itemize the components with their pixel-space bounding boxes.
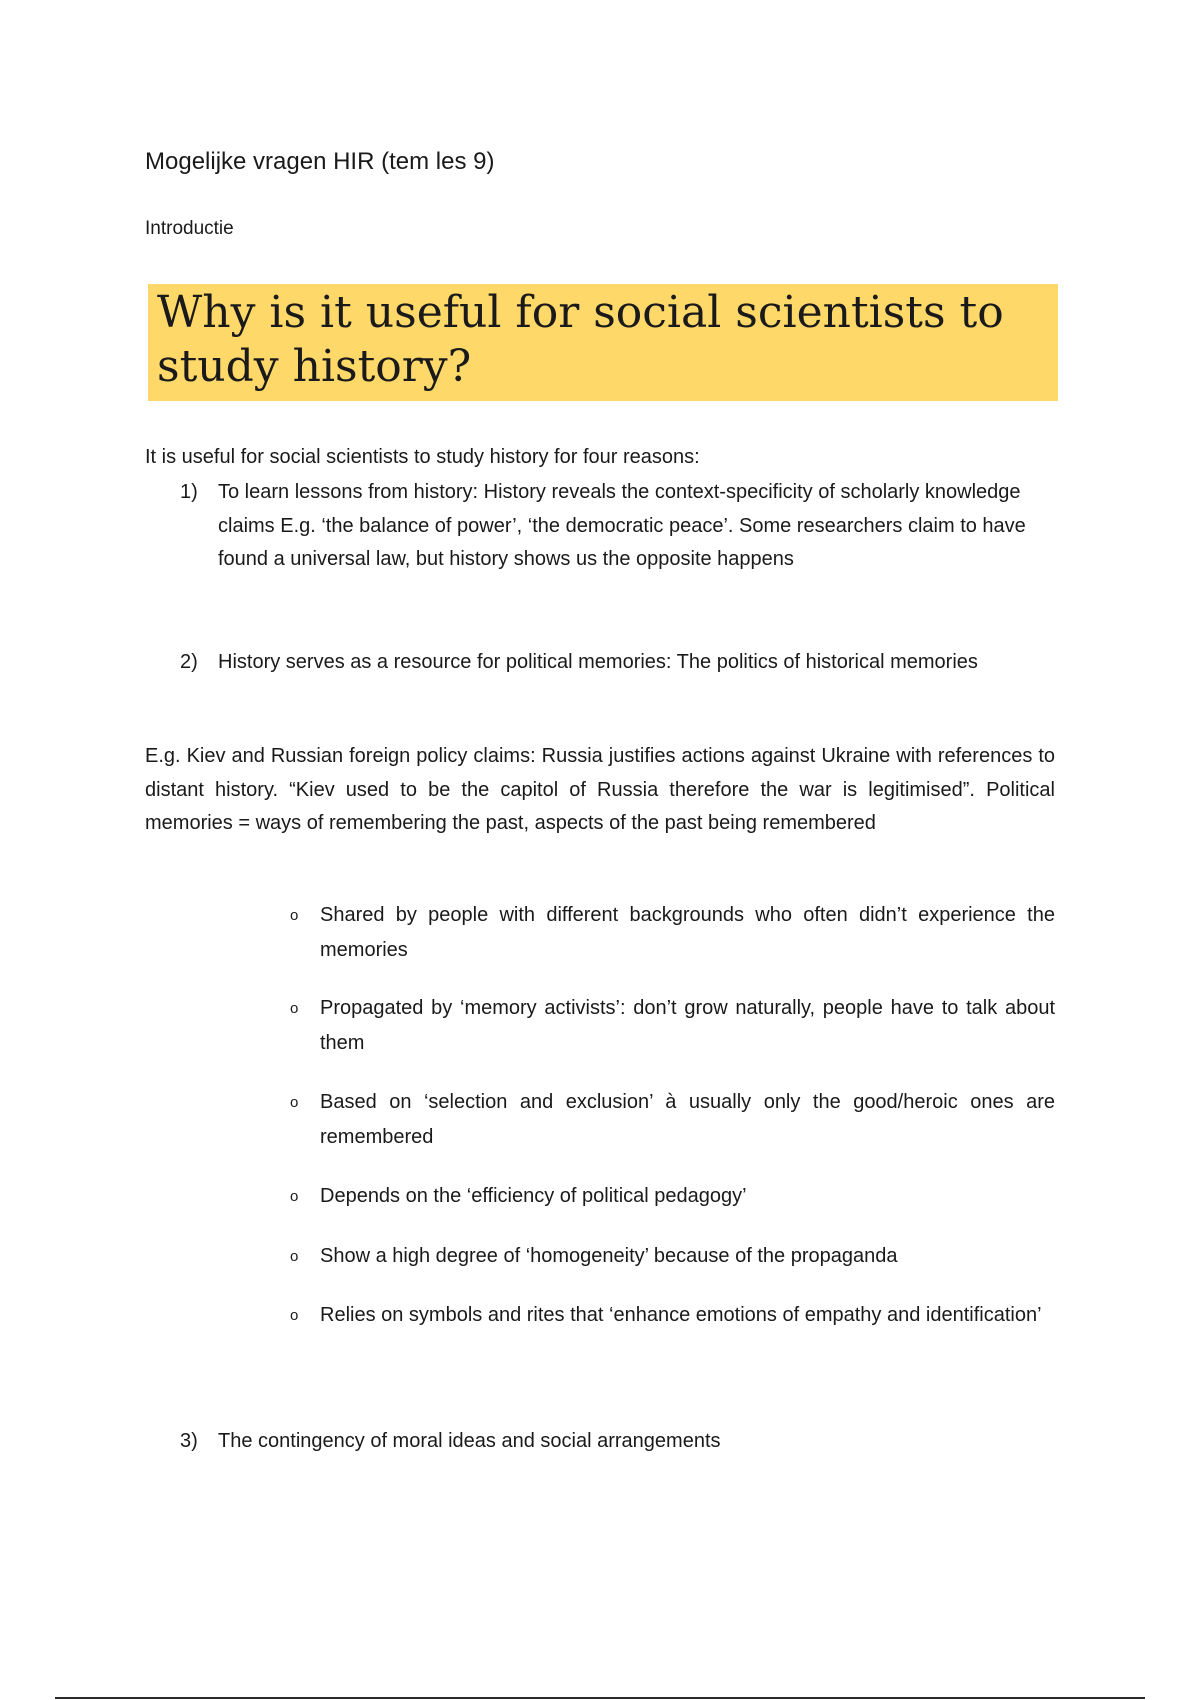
- item-number: 1): [180, 481, 198, 503]
- numbered-item-1: [180, 476, 1040, 577]
- item-text: The contingency of moral ideas and social arrangements: [218, 1430, 721, 1452]
- document-title: Mogelijke vragen HIR (tem les 9): [145, 148, 495, 175]
- bullet-text: Shared by people with different backgrounds who often didn’t experience the memories: [320, 904, 1055, 961]
- item-text: History serves as a resource for political memories: The politics of historical memories: [218, 651, 978, 673]
- bullet-marker: o: [290, 1188, 299, 1205]
- bullet-text: Relies on symbols and rites that ‘enhance emotions of empathy and identification’: [320, 1304, 1042, 1326]
- bullet-text: Show a high degree of ‘homogeneity’ because of the propaganda: [320, 1245, 898, 1267]
- bullet-text: Depends on the ‘efficiency of political pedagogy’: [320, 1185, 747, 1207]
- item-number: 3): [180, 1430, 198, 1452]
- bullet-marker: o: [290, 1000, 299, 1017]
- numbered-item-2: [180, 646, 1040, 680]
- intro-text: It is useful for social scientists to study history for four reasons:: [145, 446, 700, 468]
- bullet-item: [290, 991, 1055, 1061]
- bullet-item: [290, 1298, 1055, 1333]
- question-heading: Why is it useful for social scientists to study history?: [157, 287, 1004, 392]
- bullet-item: [290, 1239, 1055, 1274]
- bullet-marker: o: [290, 907, 299, 924]
- bullet-text: Propagated by ‘memory activists’: don’t grow naturally, people have to talk about them: [320, 997, 1055, 1054]
- example-paragraph: E.g. Kiev and Russian foreign policy claims: Russia justifies actions against Ukraine with references to distant history. “Kiev used to be the capitol of Russia therefore the war is legitimised”. Political memories = ways of remembering the past, aspects of the past being remembered: [145, 745, 1055, 834]
- bullet-marker: o: [290, 1094, 299, 1111]
- bullet-item: [290, 1179, 1055, 1214]
- bullet-marker: o: [290, 1307, 299, 1324]
- item-number: 2): [180, 651, 198, 673]
- section-label: Introductie: [145, 218, 234, 239]
- bullet-text: Based on ‘selection and exclusion’ à usually only the good/heroic ones are remembered: [320, 1091, 1055, 1148]
- numbered-item-3: [180, 1425, 1040, 1459]
- bullet-item: [290, 1085, 1055, 1155]
- bullet-item: [290, 898, 1055, 968]
- item-text: To learn lessons from history: History reveals the context-specificity of scholarly knowledge claims E.g. ‘the balance of power’, ‘the democratic peace’. Some researchers claim to have found a universal law, but history shows us the opposite happens: [218, 481, 1026, 570]
- page-divider: [55, 1697, 1145, 1699]
- bullet-marker: o: [290, 1248, 299, 1265]
